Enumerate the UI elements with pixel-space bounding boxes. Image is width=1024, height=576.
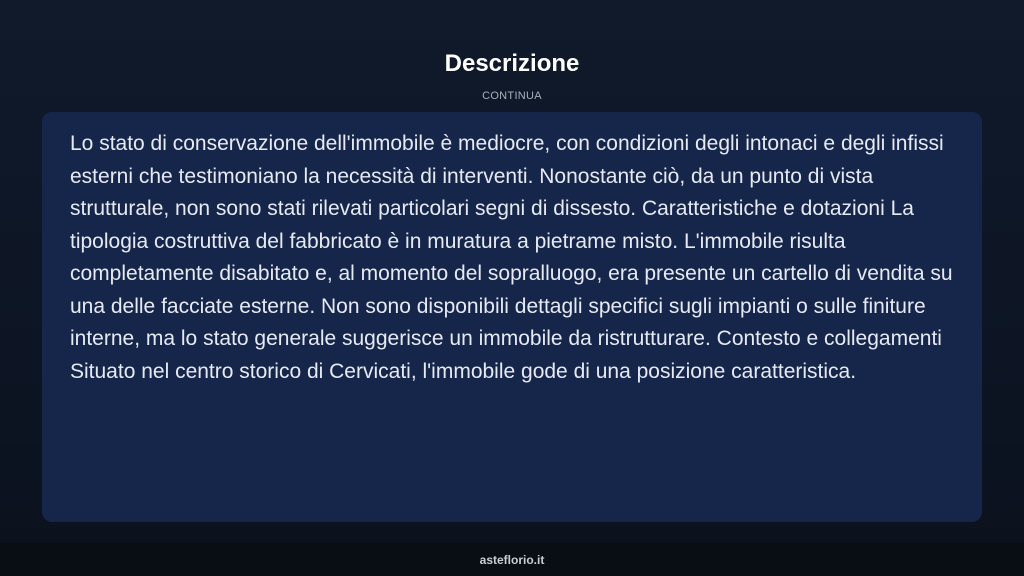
- description-text: Lo stato di conservazione dell'immobile è mediocre, con condizioni degli intonaci e degli infissi esterni che testimoniano la necessità di interventi. Nonostante ciò, da un punto di vista strutturale, non sono stati rilevati particolari segni di dissesto. Caratteristiche e dotazioni La tipologia costruttiva del fabbricato è in muratura a pietrame misto. L'immobile risulta completamente disabitato e, al momento del sopralluogo, era presente un cartello di vendita su una delle facciate esterne. Non sono disponibili dettagli specifici sugli impianti o sulle finiture interne, ma lo stato generale suggerisce un immobile da ristrutturare. Contesto e collegamenti Situato nel centro storico di Cervicati, l'immobile gode di una posizione caratteristica.: [70, 132, 953, 383]
- footer-site-name: asteflorio.it: [479, 553, 545, 567]
- page-title: Descrizione: [444, 50, 580, 77]
- description-card: [42, 112, 982, 522]
- footer-bar: [0, 543, 1024, 576]
- page-subtitle: CONTINUA: [482, 90, 542, 102]
